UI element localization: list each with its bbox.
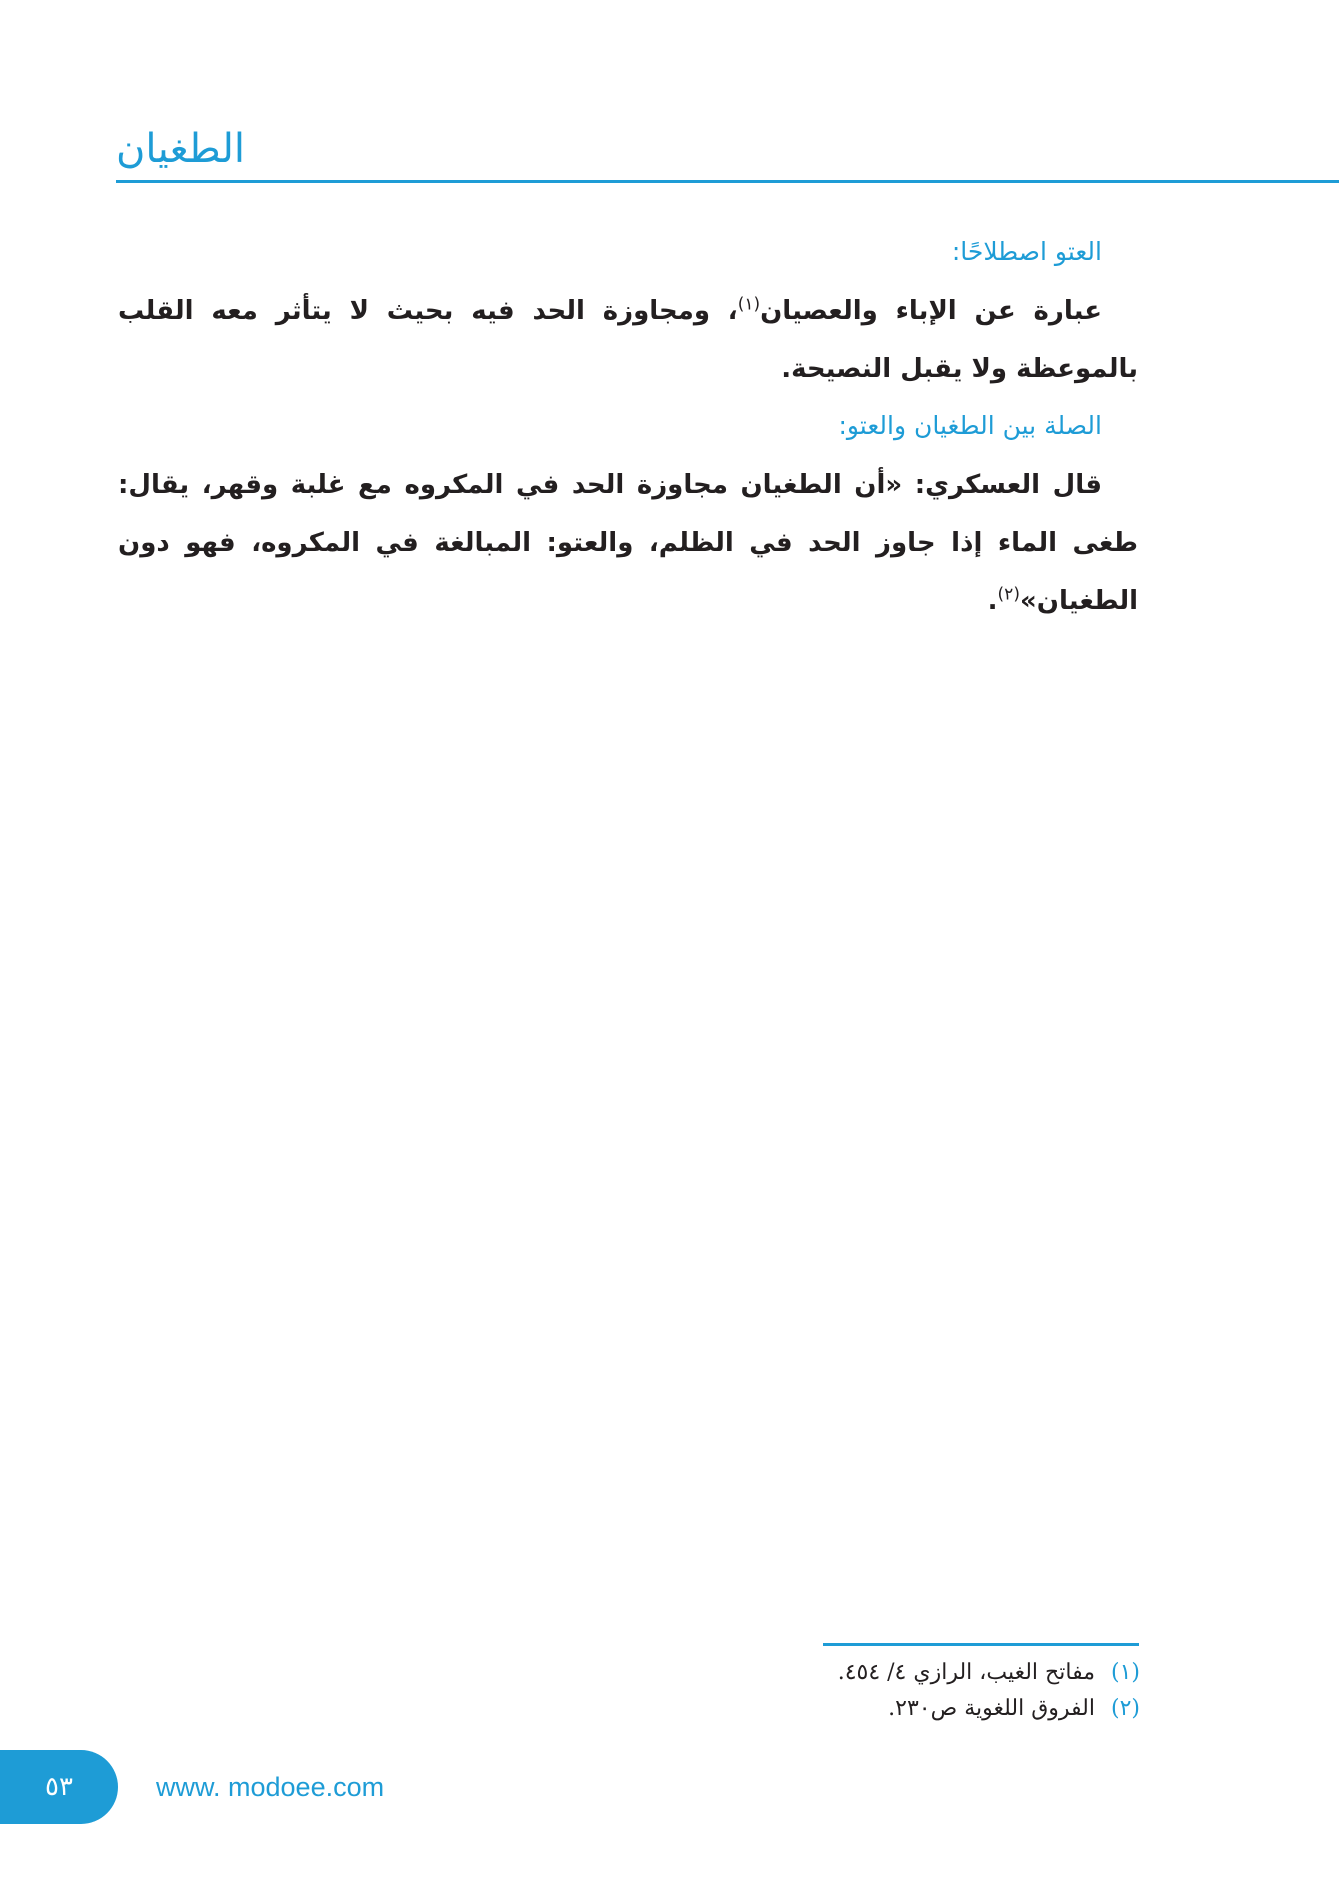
footnote-reference[interactable]: (٢) — [997, 584, 1020, 605]
footnotes — [400, 1655, 1140, 1727]
section-relation — [118, 404, 1138, 630]
title-divider — [116, 180, 1339, 183]
footnote-divider — [823, 1643, 1139, 1646]
page-title: الطغيان — [116, 126, 246, 172]
footnote-reference[interactable]: (١) — [737, 294, 761, 315]
paragraph-text: عبارة عن الإباء والعصيان — [760, 296, 1102, 326]
footnote-text: الفروق اللغوية ص٢٣٠. — [888, 1696, 1095, 1721]
paragraph-text: ، ومجاوزة الحد فيه بحيث لا يتأثر معه القلب بالموعظة ولا يقبل النصيحة. — [118, 296, 1138, 384]
footnote-number: (١) — [1110, 1660, 1140, 1685]
footnote-item — [400, 1655, 1140, 1691]
footnote-item — [400, 1691, 1140, 1727]
website-link[interactable]: www. modoee.com — [156, 1772, 385, 1802]
section-heading: الصلة بين الطغيان والعتو: — [838, 411, 1102, 440]
paragraph-text: . — [987, 586, 998, 616]
page-number: ٥٣ — [0, 1750, 118, 1824]
footnote-text: مفاتح الغيب، الرازي ٤/ ٤٥٤. — [837, 1660, 1095, 1685]
section-paragraph — [118, 282, 1138, 398]
main-content — [118, 230, 1138, 636]
section-heading: العتو اصطلاحًا: — [951, 237, 1102, 266]
section-definition — [118, 230, 1138, 398]
paragraph-text: قال العسكري: «أن الطغيان مجاوزة الحد في المكروه مع غلبة وقهر، يقال: طغى الماء إذا جاوز الحد في الظلم، والعتو: المبالغة في المكروه، فهو دون الطغيان» — [118, 470, 1138, 616]
footnote-number: (٢) — [1110, 1696, 1140, 1721]
section-paragraph — [118, 456, 1138, 630]
